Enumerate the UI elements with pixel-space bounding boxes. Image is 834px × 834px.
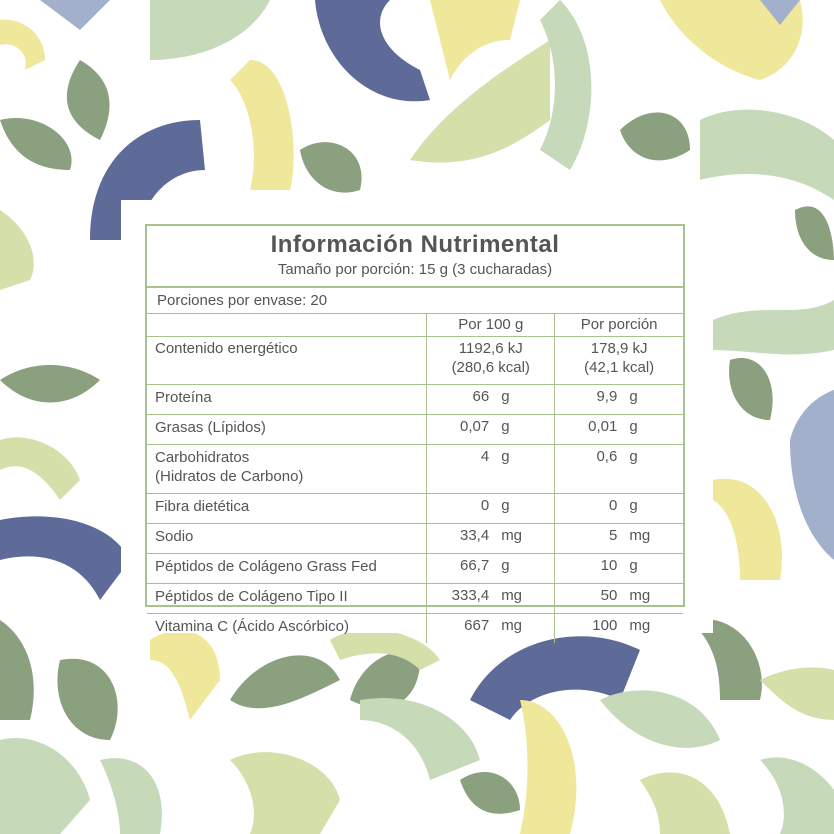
unit-perserving: mg	[629, 527, 651, 544]
value-per100: 667	[464, 617, 490, 634]
energy-per100-kcal: (280,6 kcal)	[451, 359, 530, 376]
table-row	[147, 614, 683, 644]
value-perserving: 100	[592, 617, 618, 634]
unit-perserving: g	[629, 557, 638, 574]
energy-serv-kj: 178,9 kJ	[590, 340, 648, 357]
table-row	[147, 385, 683, 415]
energy-perserving	[555, 337, 683, 385]
unit-per100: g	[501, 418, 510, 435]
value-per100: 33,4	[459, 527, 490, 544]
header-blank	[147, 314, 427, 337]
unit-perserving: g	[629, 448, 638, 465]
table-row	[147, 524, 683, 554]
table-row	[147, 584, 683, 614]
unit-per100: mg	[501, 617, 523, 634]
unit-perserving: mg	[629, 617, 651, 634]
energy-per100-kj: 1192,6 kJ	[458, 340, 523, 357]
value-perserving: 0	[608, 497, 618, 514]
unit-perserving: g	[629, 497, 638, 514]
nutrition-card	[121, 200, 713, 633]
nutrient-name-line1: Carbohidratos	[155, 449, 250, 466]
nutrient-name: Fibra dietética	[147, 494, 427, 524]
nutrient-name	[147, 445, 427, 494]
unit-per100: g	[501, 448, 510, 465]
nutrient-name: Péptidos de Colágeno Tipo II	[147, 584, 427, 614]
unit-perserving: mg	[629, 587, 651, 604]
value-perserving: 10	[600, 557, 618, 574]
col-header-perserving: Por porción	[555, 314, 683, 337]
value-perserving: 5	[608, 527, 618, 544]
unit-perserving: g	[629, 388, 638, 405]
value-perserving: 9,9	[596, 388, 618, 405]
unit-per100: mg	[501, 587, 523, 604]
value-perserving: 50	[600, 587, 618, 604]
energy-per100	[427, 337, 555, 385]
value-per100: 0,07	[459, 418, 490, 435]
table-row	[147, 554, 683, 584]
nutrient-name: Sodio	[147, 524, 427, 554]
unit-per100: g	[501, 497, 510, 514]
unit-per100: mg	[501, 527, 523, 544]
unit-per100: g	[501, 557, 510, 574]
value-per100: 66	[472, 388, 490, 405]
col-header-per100: Por 100 g	[427, 314, 555, 337]
table-row	[147, 494, 683, 524]
table-row	[147, 337, 683, 385]
nutrient-name: Vitamina C (Ácido Ascórbico)	[155, 618, 349, 635]
value-perserving: 0,01	[588, 418, 618, 435]
nutrients-table	[147, 314, 683, 643]
servings-per-container: Porciones por envase: 20	[147, 288, 683, 314]
table-header-row	[147, 314, 683, 337]
nutrient-name-line2: (Hidratos de Carbono)	[155, 468, 304, 485]
nutrient-name: Proteína	[147, 385, 427, 415]
value-per100: 66,7	[459, 557, 490, 574]
nutrient-name: Contenido energético	[147, 337, 427, 385]
unit-perserving: g	[629, 418, 638, 435]
energy-serv-kcal: (42,1 kcal)	[584, 359, 655, 376]
title-block	[147, 226, 683, 288]
table-row	[147, 415, 683, 445]
value-perserving: 0,6	[596, 448, 618, 465]
value-per100: 333,4	[451, 587, 490, 604]
serving-size: Tamaño por porción: 15 g (3 cucharadas)	[277, 261, 553, 278]
nutrition-facts-table	[145, 224, 685, 635]
value-per100: 0	[480, 497, 490, 514]
label-title: Información Nutrimental	[270, 231, 560, 258]
unit-per100: g	[501, 388, 510, 405]
nutrient-name: Péptidos de Colágeno Grass Fed	[147, 554, 427, 584]
nutrient-name: Grasas (Lípidos)	[147, 415, 427, 445]
table-row	[147, 445, 683, 494]
value-per100: 4	[480, 448, 490, 465]
